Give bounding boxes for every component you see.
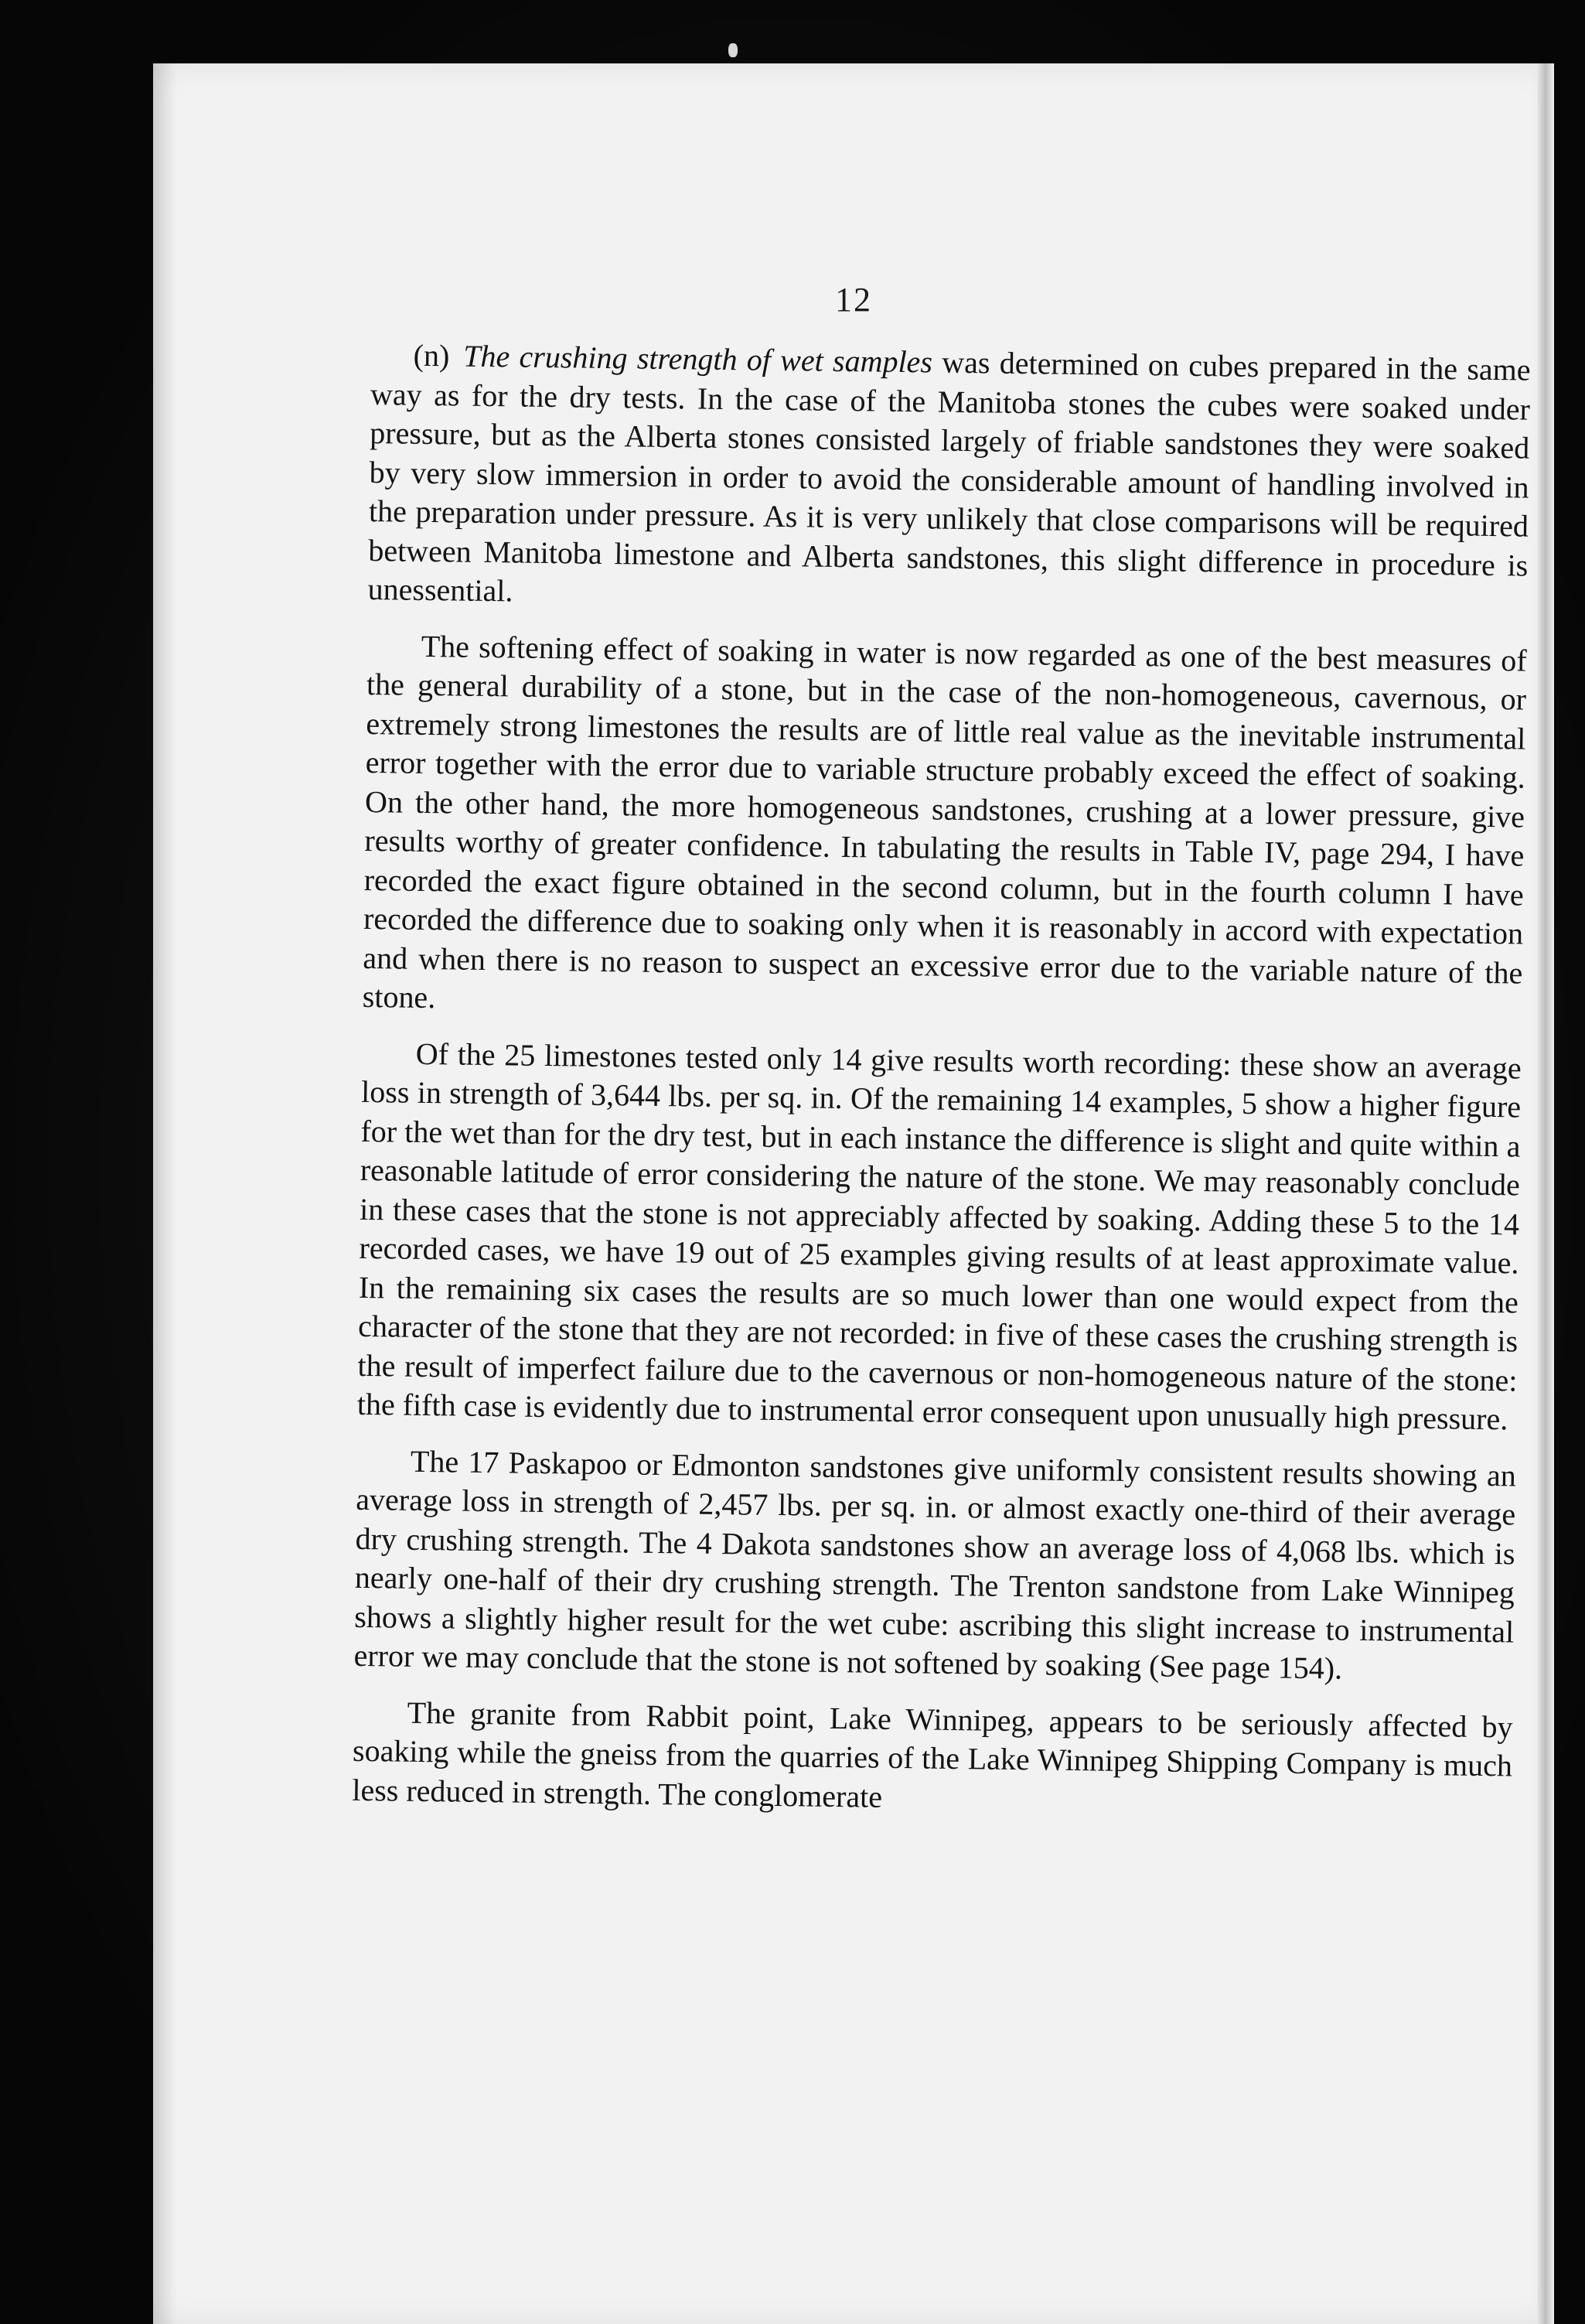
paragraph-text: was determined on cubes prepared in the same way as for the dry tests. In the case of the Manitoba stones the cubes were soaked under pressure, but as the Alberta stones consisted largely of friable sandstones they were soaked by very slow immersion in order to avoid the considerable amount of handling involved in the preparation under pressure. As it is very unlikely that close comparisons will be required between Manitoba limestone and Alberta sandstones, this slight difference in procedure is unessential. [367,344,1531,609]
paragraph-1 [367,336,1530,624]
body-text [352,336,1531,1824]
paragraph-3: Of the 25 limestones tested only 14 give results worth recording: these show an average loss in strength of 3,644 lbs. per sq. in. Of the remaining 14 examples, 5 show a higher figure for the wet than for the dry test, but in each instance the difference is slight and quite within a reasonable latitude of error considering the nature of the stone. We may reasonably conclude in these cases that the stone is not appreciably affected by soaking. Adding these 5 to the 14 recorded cases, we have 19 out of 25 examples giving results of at least approximate value. In the remaining six cases the results are so much lower than one would expect from the character of the stone that they are not recorded: in five of these cases the crushing strength is the result of imperfect failure due to the cavernous or non-homogeneous nature of the stone: the fifth case is evidently due to instrumental error consequent upon unusually high pressure. [356,1036,1522,1437]
paragraph-label: (n) [413,337,450,374]
page-edge [1537,63,1554,2324]
paragraph-4: The 17 Paskapoo or Edmonton sandstones give uniformly consistent results showing an average loss in strength of 2,457 lbs. per sq. in. or almost exactly one-third of their average dry crushing strength. The 4 Dakota sandstones show an average loss of 4,068 lbs. which is nearly one-half of their dry crushing strength. The Trenton sandstone from Lake Winnipeg shows a slightly higher result for the wet cube: ascribing this slight increase to instrumental error we may conclude that the stone is not softened by soaking (See page 154). [353,1443,1517,1686]
document-page [153,63,1554,2324]
page-gutter-shadow [153,63,176,2324]
page-number: 12 [835,281,872,319]
paragraph-2: The softening effect of soaking in water is now regarded as one of the best measures of the general durability of a stone, but in the case of the non-homogeneous, cavernous, or extremely strong limestones the results are of little real value as the inevitable instrumental error together with the error due to variable structure probably exceed the effect of soaking. On the other hand, the more homogeneous sandstones, crushing at a lower pressure, give results worthy of greater confidence. In tabulating the results in Table IV, page 294, I have recorded the exact figure obtained in the second column, but in the fourth column I have recorded the difference due to soaking only when it is reasonably in accord with expectation and when there is no reason to suspect an excessive error due to the variable nature of the stone. [362,628,1527,1015]
scan-speck [728,43,738,57]
italic-heading: The crushing strength of wet samples [463,338,933,380]
paragraph-5: The granite from Rabbit point, Lake Winnipeg, appears to be seriously affected by soaking while the gneiss from the quarries of the Lake Winnipeg Shipping Company is much less reduced in strength. The conglomerate [352,1694,1513,1814]
